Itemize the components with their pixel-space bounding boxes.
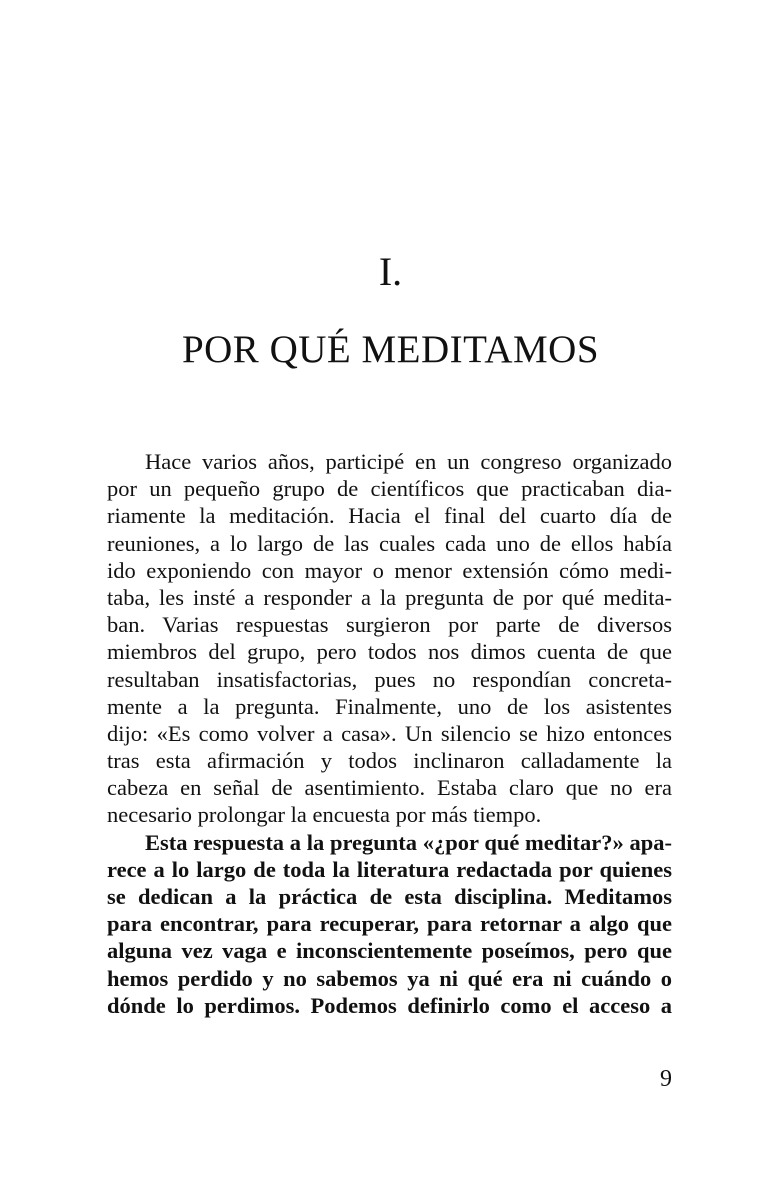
text-line: resultaban insatisfactorias, pues no respondían concreta-	[107, 666, 672, 692]
text-line: alguna vez vaga e inconscientemente poseímos, pero que	[107, 938, 672, 964]
text-line: por un pequeño grupo de científicos que practicaban dia-	[107, 476, 672, 502]
text-line: rece a lo largo de toda la literatura redactada por quienes	[107, 856, 672, 882]
paragraph-1	[107, 448, 672, 829]
chapter-number: I.	[378, 249, 403, 294]
text-line: miembros del grupo, pero todos nos dimos cuenta de que	[107, 639, 672, 665]
chapter-title: POR QUÉ MEDITAMOS	[181, 328, 600, 371]
text-line: para encontrar, para recuperar, para retornar a algo que	[107, 911, 672, 937]
text-line: taba, les insté a responder a la pregunta de por qué medita-	[107, 584, 672, 610]
text-line: riamente la meditación. Hacia el final del cuarto día de	[107, 503, 672, 529]
paragraph-2	[107, 829, 672, 1019]
text-line: mente a la pregunta. Finalmente, uno de los asistentes	[107, 693, 672, 719]
text-line: Hace varios años, participé en un congreso organizado	[145, 449, 672, 474]
text-line: dijo: «Es como volver a casa». Un silencio se hizo entonces	[107, 720, 672, 746]
text-line: dónde lo perdimos. Podemos definirlo como el acceso a	[107, 992, 672, 1018]
text-line: hemos perdido y no sabemos ya ni qué era ni cuándo o	[107, 965, 672, 991]
text-line: cabeza en señal de asentimiento. Estaba claro que no era	[107, 775, 672, 801]
page-number: 9	[660, 1066, 672, 1092]
text-line: reuniones, a lo largo de las cuales cada uno de ellos había	[107, 530, 672, 556]
body-text	[107, 448, 672, 1019]
text-line: ban. Varias respuestas surgieron por parte de diversos	[107, 612, 672, 638]
text-line: se dedican a la práctica de esta disciplina. Meditamos	[107, 884, 672, 909]
text-line: Esta respuesta a la pregunta «¿por qué meditar?» apa-	[145, 829, 672, 855]
text-line: necesario prolongar la encuesta por más tiempo.	[107, 802, 542, 828]
text-line: ido exponiendo con mayor o menor extensión cómo medi-	[107, 557, 672, 583]
text-line: tras esta afirmación y todos inclinaron calladamente la	[107, 748, 672, 774]
